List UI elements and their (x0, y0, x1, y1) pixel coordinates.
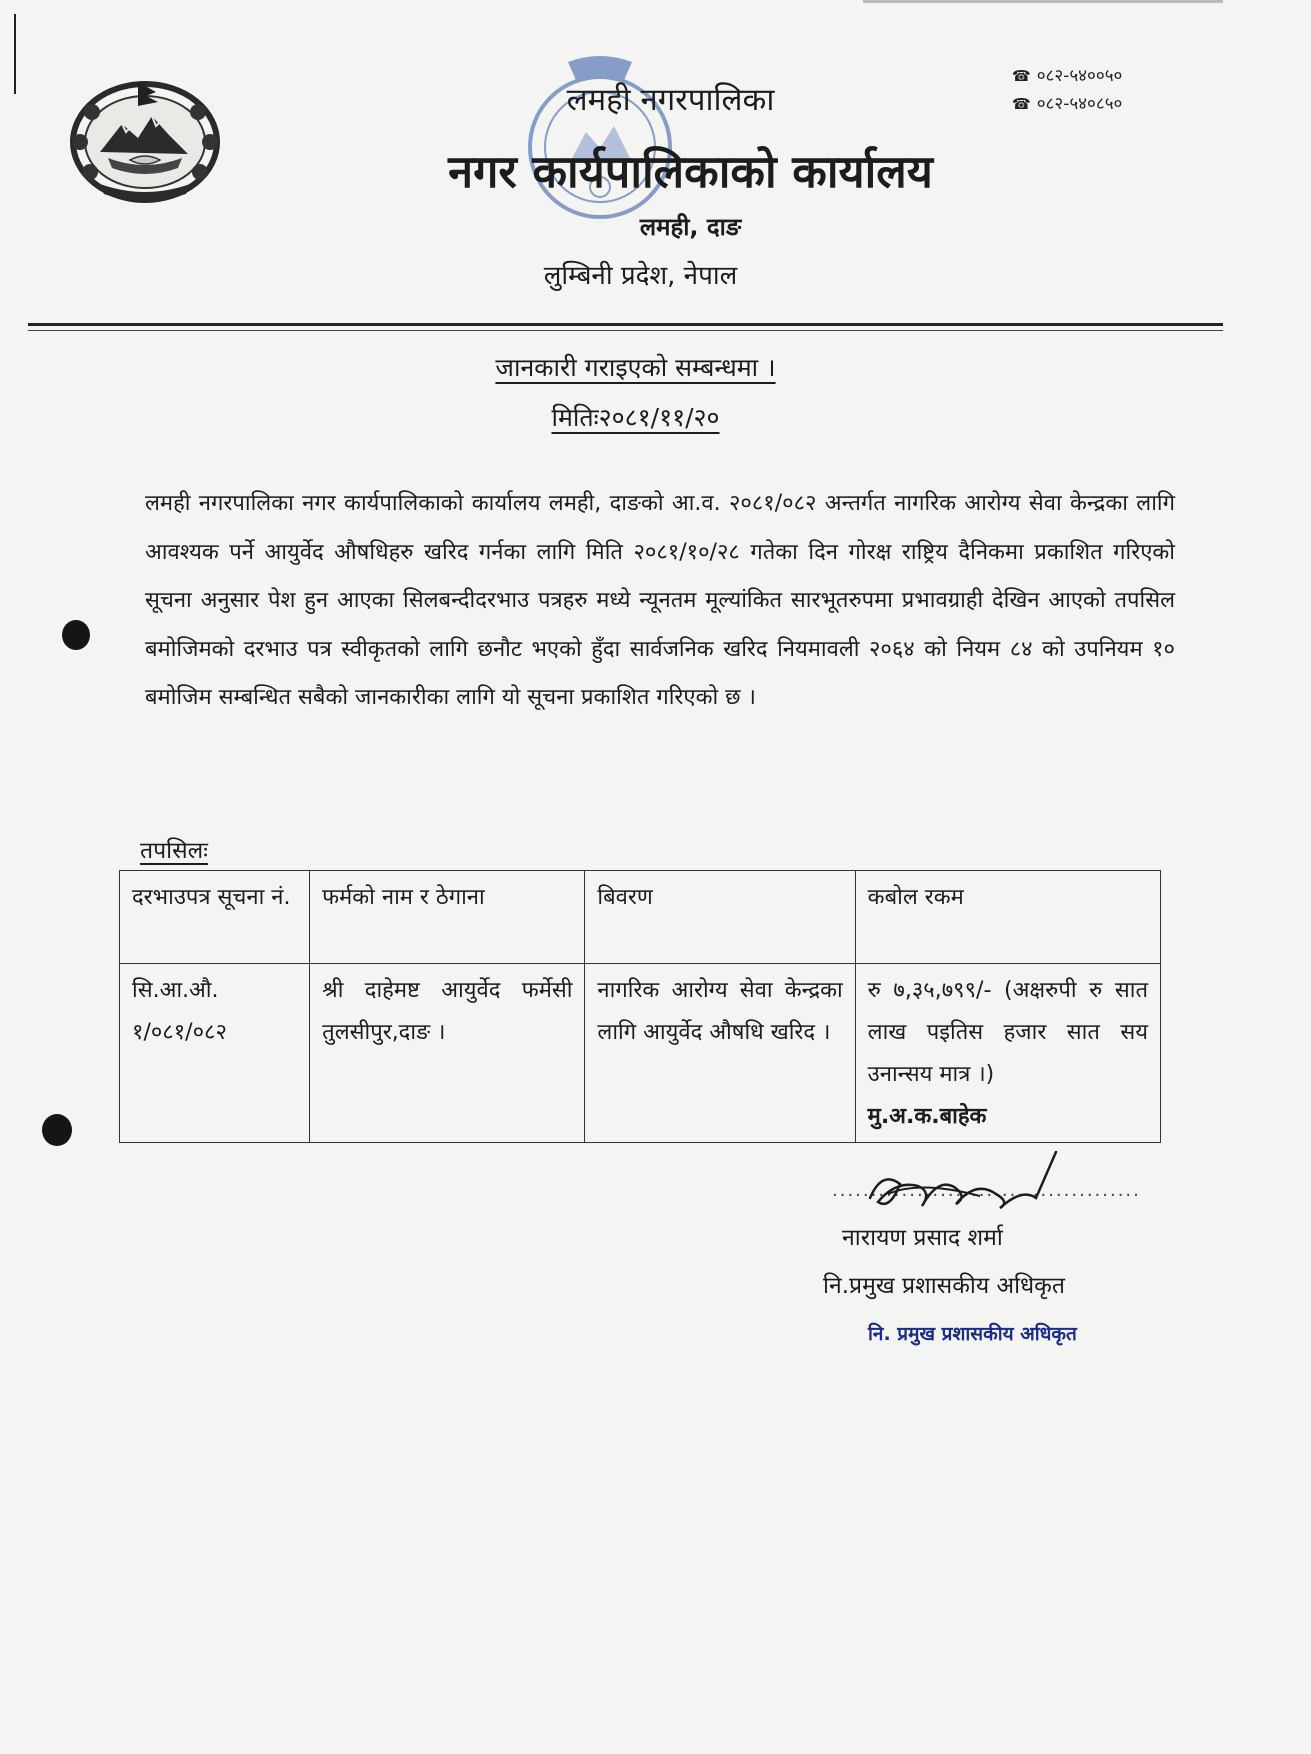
signer-title: नि.प्रमुख प्रशासकीय अधिकृत (823, 1273, 1065, 1299)
notice-body: लमही नगरपालिका नगर कार्यपालिकाको कार्यालय लमही, दाङको आ.व. २०८१/०८२ अन्तर्गत नागरिक आरोग्य सेवा केन्द्रका लागि आवश्यक पर्ने आयुर्वेद औषधिहरु खरिद गर्नका लागि मिति २०८१/१०/२८ गतेका दिन गोरक्ष राष्ट्रिय दैनिकमा प्रकाशित गरिएको सूचना अनुसार पेश हुन आएका सिलबन्दीदरभाउ पत्रहरु मध्ये न्यूनतम मूल्यांकित सारभूतरुपमा प्रभावग्राही देखिन आएको तपसिल बमोजिमको दरभाउ पत्र स्वीकृतको लागि छनौट भएको हुँदा सार्वजनिक खरिद नियमावली २०६४ को नियम ८४ को उपनियम १० बमोजिम सम्बन्धित सबैको जानकारीका लागि यो सूचना प्रकाशित गरिएको छ । (145, 491, 1175, 710)
signer-name: नारायण प्रसाद शर्मा (842, 1225, 1003, 1251)
office-location: लमही, दाङ (639, 213, 742, 241)
phone-number-2: ०८२-५४०८५० (1036, 94, 1123, 114)
schedule-table (119, 870, 1161, 1143)
notice-subject (0, 350, 1241, 384)
header-description: बिवरण (585, 871, 855, 964)
cell-amount (855, 964, 1160, 1143)
header-firm: फर्मको नाम र ठेगाना (310, 871, 585, 964)
cell-notice-no: सि.आ.औ. १/०८१/०८२ (120, 964, 310, 1143)
signature-dots: ........................................ (832, 1180, 1141, 1201)
header-divider (28, 323, 1223, 326)
scan-top-edge (863, 0, 1223, 3)
notice-date (0, 400, 1241, 434)
header-amount: कबोल रकम (855, 871, 1160, 964)
amount-text: रु ७,३५,७९९/- (अक्षरुपी रु सात लाख पइतिस हजार सात सय उनान्सय मात्र ।) (867, 978, 1148, 1087)
province-name: लुम्बिनी प्रदेश, नेपाल (543, 261, 738, 291)
amount-note: मु.अ.क.बाहेक (867, 1104, 987, 1129)
punch-hole (62, 620, 90, 650)
punch-hole (42, 1114, 72, 1146)
header-notice-no: दरभाउपत्र सूचना नं. (120, 871, 310, 964)
table-row (120, 964, 1161, 1143)
notice-subject-text: जानकारी गराइएको सम्बन्धमा । (495, 353, 776, 382)
phone-icon: ☎ (1012, 67, 1031, 85)
cell-firm: श्री दाहेमष्ट आयुर्वेद फर्मेसी तुलसीपुर,दाङ । (310, 964, 585, 1143)
table-header-row (120, 871, 1161, 964)
notice-date-text: मितिः२०८१/११/२० (551, 403, 720, 432)
phone-icon: ☎ (1012, 95, 1031, 113)
handwritten-signature (860, 1140, 1070, 1230)
cell-description: नागरिक आरोग्य सेवा केन्द्रका लागि आयुर्वेद औषधि खरिद । (585, 964, 855, 1143)
municipality-name: लमही नगरपालिका (566, 82, 775, 118)
office-name: नगर कार्यपालिकाको कार्यालय (448, 145, 933, 198)
phone-number-1: ०८२-५४००५० (1036, 66, 1123, 86)
header-divider-thin (28, 330, 1223, 331)
seal-title-stamp: नि. प्रमुख प्रशासकीय अधिकृत (868, 1323, 1077, 1345)
schedule-label: तपसिलः (140, 838, 208, 864)
